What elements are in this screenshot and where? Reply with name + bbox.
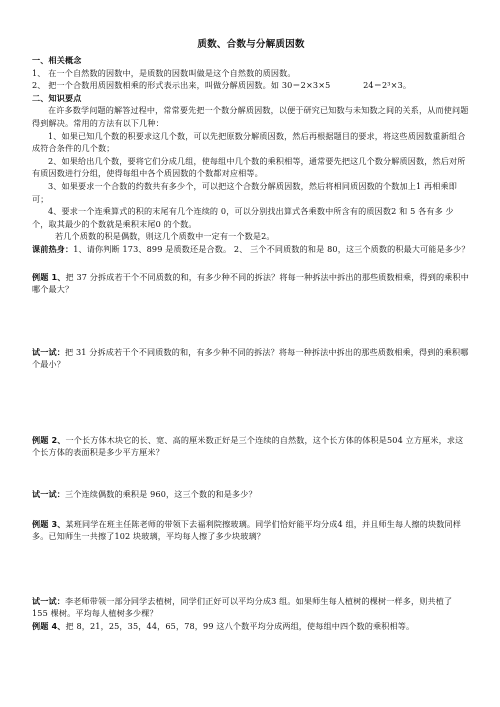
- concept-2-example: 24＝2³×3。: [363, 80, 412, 91]
- warmup-label: 课前热身：: [32, 243, 74, 254]
- example-2-text: 一个长方体木块它的长、宽、高的厘米数正好是三个连续的自然数，这个长方体的体积是504 立方厘米，求这个长方体的表面积是多少平方厘米？: [32, 434, 464, 458]
- try-2-label: 试一试：: [32, 489, 65, 500]
- example-3: [32, 518, 470, 543]
- example-4-label: 例题 4、: [32, 621, 66, 632]
- note-line: 若几个质数的积是偶数，则这几个质数中一定有一个数是2。: [55, 231, 275, 242]
- example-1-text: 把 37 分拆成若干个不同质数的和，有多少种不同的拆法？将每一种拆法中拆出的那些质数相乘，得到的乘积中哪个最大？: [32, 271, 469, 295]
- example-1: [32, 271, 470, 296]
- warmup: [32, 243, 470, 256]
- method-2: 2、如果给出几个数，要将它们分成几组，使每组中几个数的乘积相等，通常要先把这几个数分解质因数，然后对所有质因数进行分组，使得每组中各个质因数的个数都对应相等。: [32, 155, 466, 179]
- try-1-label: 试一试：: [32, 346, 65, 357]
- try-1: [32, 346, 470, 371]
- concept-2-text: 2、 把一个合数用质因数相乘的形式表示出来，叫做分解质因数。如 30＝2×3×5: [32, 80, 331, 91]
- try-3-text: 李老师带领一部分同学去植树，同学们正好可以平均分成3 组。如果师生每人植树的棵树一样多，则共植了 155 棵树。平均每人植树多少棵？: [32, 595, 453, 619]
- try-2-text: 三个连续偶数的乘积是 960，这三个数的和是多少？: [64, 489, 257, 500]
- example-3-text: 某班同学在班主任陈老师的带领下去福利院擦玻璃。同学们恰好能平均分成4 组，并且师生每人擦的块数同样多。已知师生一共擦了102 块玻璃，平均每人擦了多少块玻璃？: [32, 518, 461, 542]
- method-3: 3、如果要求一个合数的约数共有多少个，可以把这个合数分解质因数，然后将相同质因数的个数加上1 再相乘即可；: [32, 180, 458, 204]
- example-2-label: 例题 2、: [32, 434, 66, 445]
- concept-2: [32, 79, 470, 92]
- concept-1: 1、 在一个自然数的因数中，是质数的因数叫做是这个自然数的质因数。: [32, 67, 296, 78]
- section-heading-concepts: 一、相关概念: [32, 55, 82, 65]
- warmup-text: 1、请你判断 173、899 是质数还是合数。 2、 三个不同质数的和是 80，这三个质数的积最大可能是多少？: [73, 243, 470, 254]
- example-3-label: 例题 3、: [32, 518, 66, 529]
- try-3-label: 试一试：: [32, 595, 65, 606]
- method-4: 4、要求一个连乘算式的积的末尾有几个连续的 0，可以分别找出算式各乘数中所含有的质因数2 和 5 各有多 少个，取其最少的个数就是乘积末尾0 的个数。: [32, 206, 454, 229]
- page-title: 质数、合数与分解质因数: [197, 39, 305, 50]
- method-1: 1、如果已知几个数的积要求这几个数，可以先把原数分解质因数，然后再根据题目的要求，将这些质因数重新组合成符合条件的几个数；: [32, 130, 466, 154]
- intro-paragraph: 在许多数学问题的解答过程中，常常要先把一个数分解质因数，以便于研究已知数与未知数之间的关系，从而使问题得到解决。常用的方法有以下几种：: [32, 105, 469, 128]
- try-2: [32, 488, 470, 501]
- example-1-label: 例题 1、: [32, 271, 66, 282]
- example-4-text: 把 8，21，25，35，44，65，78，99 这八个数平均分成两组，使每组中四个数的乘积相等。: [65, 621, 415, 632]
- try-1-text: 把 31 分拆成若干个不同质数的和，有多少种不同的拆法？将每一种拆法中拆出的那些质数相乘，得到的乘积哪个最小？: [32, 346, 469, 370]
- example-4: [32, 620, 470, 633]
- section-heading-key-points: 二、知识要点: [32, 92, 82, 103]
- example-2: [32, 434, 470, 459]
- try-3: [32, 595, 470, 620]
